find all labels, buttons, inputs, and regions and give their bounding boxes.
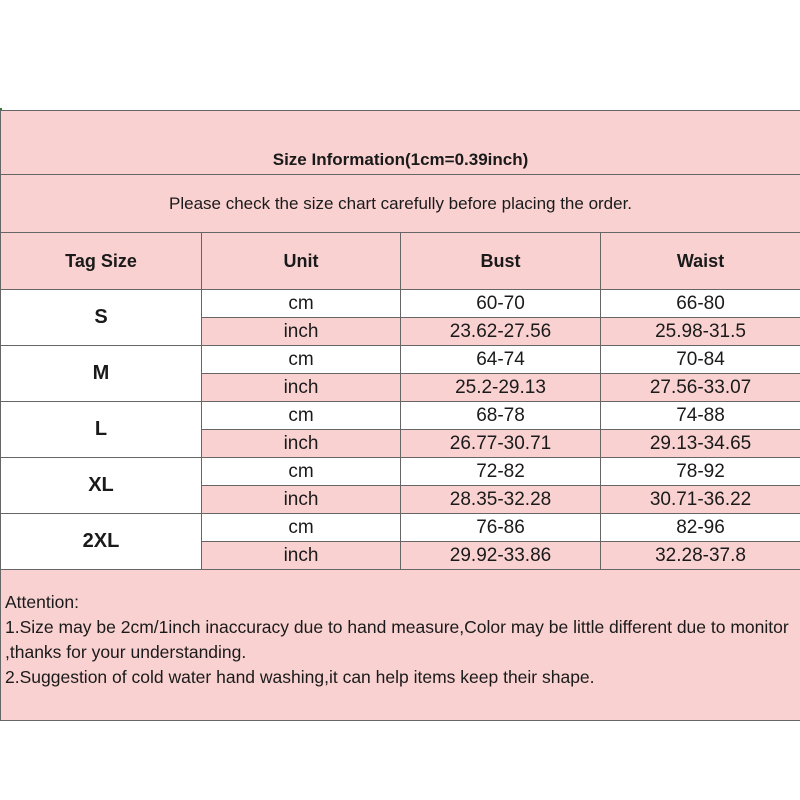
table-row <box>1 458 800 486</box>
bust-cell: 26.77-30.71 <box>401 430 601 458</box>
waist-cell: 70-84 <box>601 346 800 374</box>
size-label: L <box>1 402 202 458</box>
waist-cell: 27.56-33.07 <box>601 374 800 402</box>
table-row <box>1 402 800 430</box>
size-table <box>0 110 800 721</box>
unit-cell: cm <box>202 514 401 542</box>
bust-cell: 68-78 <box>401 402 601 430</box>
size-label: XL <box>1 458 202 514</box>
unit-cell: inch <box>202 486 401 514</box>
waist-cell: 29.13-34.65 <box>601 430 800 458</box>
waist-cell: 32.28-37.8 <box>601 542 800 570</box>
waist-cell: 78-92 <box>601 458 800 486</box>
chart-title: Size Information(1cm=0.39inch) <box>1 111 800 175</box>
unit-cell: cm <box>202 290 401 318</box>
bust-cell: 29.92-33.86 <box>401 542 601 570</box>
bust-cell: 23.62-27.56 <box>401 318 601 346</box>
attention-note-2: 2.Suggestion of cold water hand washing,it can help items keep their shape. <box>5 667 595 687</box>
unit-cell: inch <box>202 430 401 458</box>
chart-subtitle: Please check the size chart carefully before placing the order. <box>1 175 800 233</box>
header-bust: Bust <box>401 233 601 290</box>
bust-cell: 60-70 <box>401 290 601 318</box>
size-label: 2XL <box>1 514 202 570</box>
unit-cell: inch <box>202 542 401 570</box>
attention-notes <box>1 570 800 721</box>
header-unit: Unit <box>202 233 401 290</box>
attention-note-1: 1.Size may be 2cm/1inch inaccuracy due to hand measure,Color may be little different due to monitor ,thanks for your understanding. <box>5 617 789 662</box>
bust-cell: 25.2-29.13 <box>401 374 601 402</box>
header-waist: Waist <box>601 233 800 290</box>
bust-cell: 72-82 <box>401 458 601 486</box>
bust-cell: 76-86 <box>401 514 601 542</box>
table-row <box>1 290 800 318</box>
size-chart <box>0 110 800 721</box>
attention-heading: Attention: <box>5 592 79 612</box>
waist-cell: 66-80 <box>601 290 800 318</box>
header-tag-size: Tag Size <box>1 233 202 290</box>
table-row <box>1 346 800 374</box>
unit-cell: cm <box>202 402 401 430</box>
unit-cell: inch <box>202 374 401 402</box>
waist-cell: 82-96 <box>601 514 800 542</box>
size-label: M <box>1 346 202 402</box>
waist-cell: 30.71-36.22 <box>601 486 800 514</box>
table-row <box>1 514 800 542</box>
unit-cell: cm <box>202 458 401 486</box>
bust-cell: 64-74 <box>401 346 601 374</box>
unit-cell: inch <box>202 318 401 346</box>
waist-cell: 74-88 <box>601 402 800 430</box>
unit-cell: cm <box>202 346 401 374</box>
bust-cell: 28.35-32.28 <box>401 486 601 514</box>
waist-cell: 25.98-31.5 <box>601 318 800 346</box>
size-label: S <box>1 290 202 346</box>
